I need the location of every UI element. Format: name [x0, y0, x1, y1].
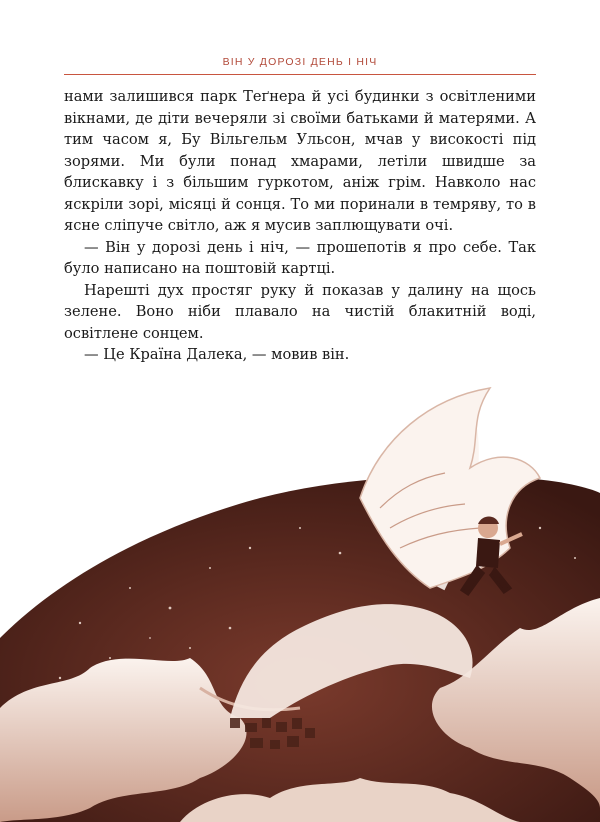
- boy-body: [476, 538, 500, 568]
- header-rule: [64, 74, 536, 75]
- running-head: ВІН У ДОРОЗІ ДЕНЬ І НІЧ: [222, 56, 378, 68]
- paragraph: — Він у дорозі день і ніч, — прошепотів я про себе. Так було написано на поштовій картці.: [64, 238, 536, 277]
- body-text: [64, 86, 536, 366]
- flying-spirit-illustration: [0, 378, 600, 822]
- paragraph: Нарешті дух простяг руку й показав у далину на щось зелене. Воно ніби плавало на чистій блакитній воді, освітлене сонцем.: [64, 281, 536, 342]
- paragraph: — Це Країна Далека, — мовив він.: [84, 346, 350, 363]
- paragraph: нами залишився парк Теґнера й усі будинки з освітленими вікнами, де діти вечеряли зі своїми батьками й матерями. А тим часом я, Бу Вільгельм Ульсон, мчав у високості під зорями. Ми були понад хмарами, летіли швидше за блискавку і з більшим гуркотом, аніж грім. Навколо нас яскріли зорі, місяці й сонця. То ми поринали в темряву, то в ясне сліпуче світло, аж я мусив заплющувати очі.: [64, 88, 536, 234]
